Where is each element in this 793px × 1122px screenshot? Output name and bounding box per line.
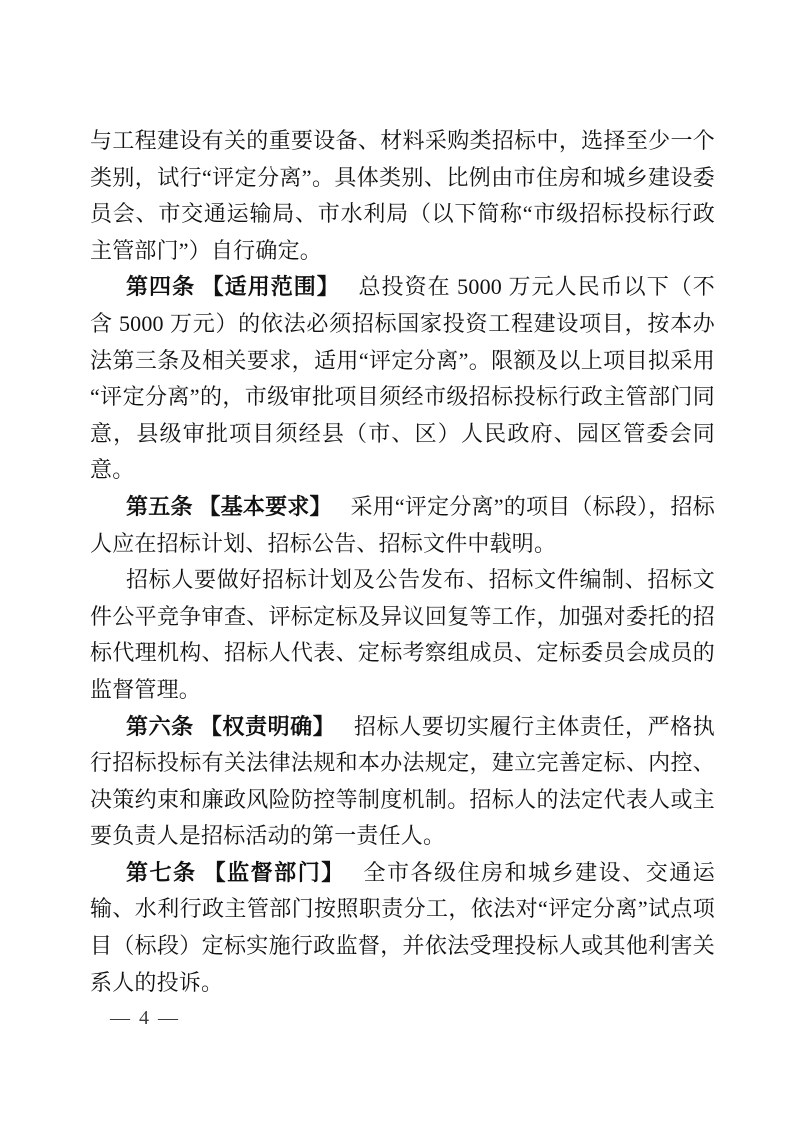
article-text: 采用“评定分离”的项目（标段），招标人应在招标计划、招标公告、招标文件中载明。	[90, 493, 715, 556]
paragraph-article-5	[90, 489, 715, 562]
page-number: — 4 —	[110, 1007, 180, 1029]
article-heading: 第四条 【适用范围】	[126, 274, 340, 300]
article-text: 招标人要切实履行主体责任，严格执行招标投标有关法律法规和本办法规定，建立完善定标、内控、决策约束和廉政风险防控等制度机制。招标人的法定代表人或主要负责人是招标活动的第一责任人。	[90, 713, 715, 849]
article-heading: 第六条 【权责明确】	[126, 713, 336, 739]
paragraph-body	[90, 562, 715, 708]
document-body	[90, 123, 715, 1001]
paragraph-text: 招标人要做好招标计划及公告发布、招标文件编制、招标文件公平竞争审查、评标定标及异议回复等工作，加强对委托的招标代理机构、招标人代表、定标考察组成员、定标委员会成员的监督管理。	[90, 567, 715, 702]
paragraph-continuation	[90, 123, 715, 269]
paragraph-article-6	[90, 709, 715, 855]
article-text: 全市各级住房和城乡建设、交通运输、水利行政主管部门按照职责分工，依法对“评定分离”试点项目（标段）定标实施行政监督，并依法受理投标人或其他利害关系人的投诉。	[90, 859, 715, 995]
article-heading: 第七条 【监督部门】	[126, 859, 345, 885]
paragraph-text: 与工程建设有关的重要设备、材料采购类招标中，选择至少一个类别，试行“评定分离”。具体类别、比例由市住房和城乡建设委员会、市交通运输局、市水利局（以下简称“市级招标投标行政主管部门”）自行确定。	[90, 128, 715, 263]
paragraph-article-4	[90, 269, 715, 489]
article-text: 总投资在 5000 万元人民币以下（不含 5000 万元）的依法必须招标国家投资工程建设项目，按本办法第三条及相关要求，适用“评定分离”。限额及以上项目拟采用“评定分离”的，市级审批项目须经市级招标投标行政主管部门同意，县级审批项目须经县（市、区）人民政府、园区管委会同意。	[90, 274, 715, 483]
article-heading: 第五条 【基本要求】	[126, 493, 332, 519]
paragraph-article-7	[90, 855, 715, 1001]
